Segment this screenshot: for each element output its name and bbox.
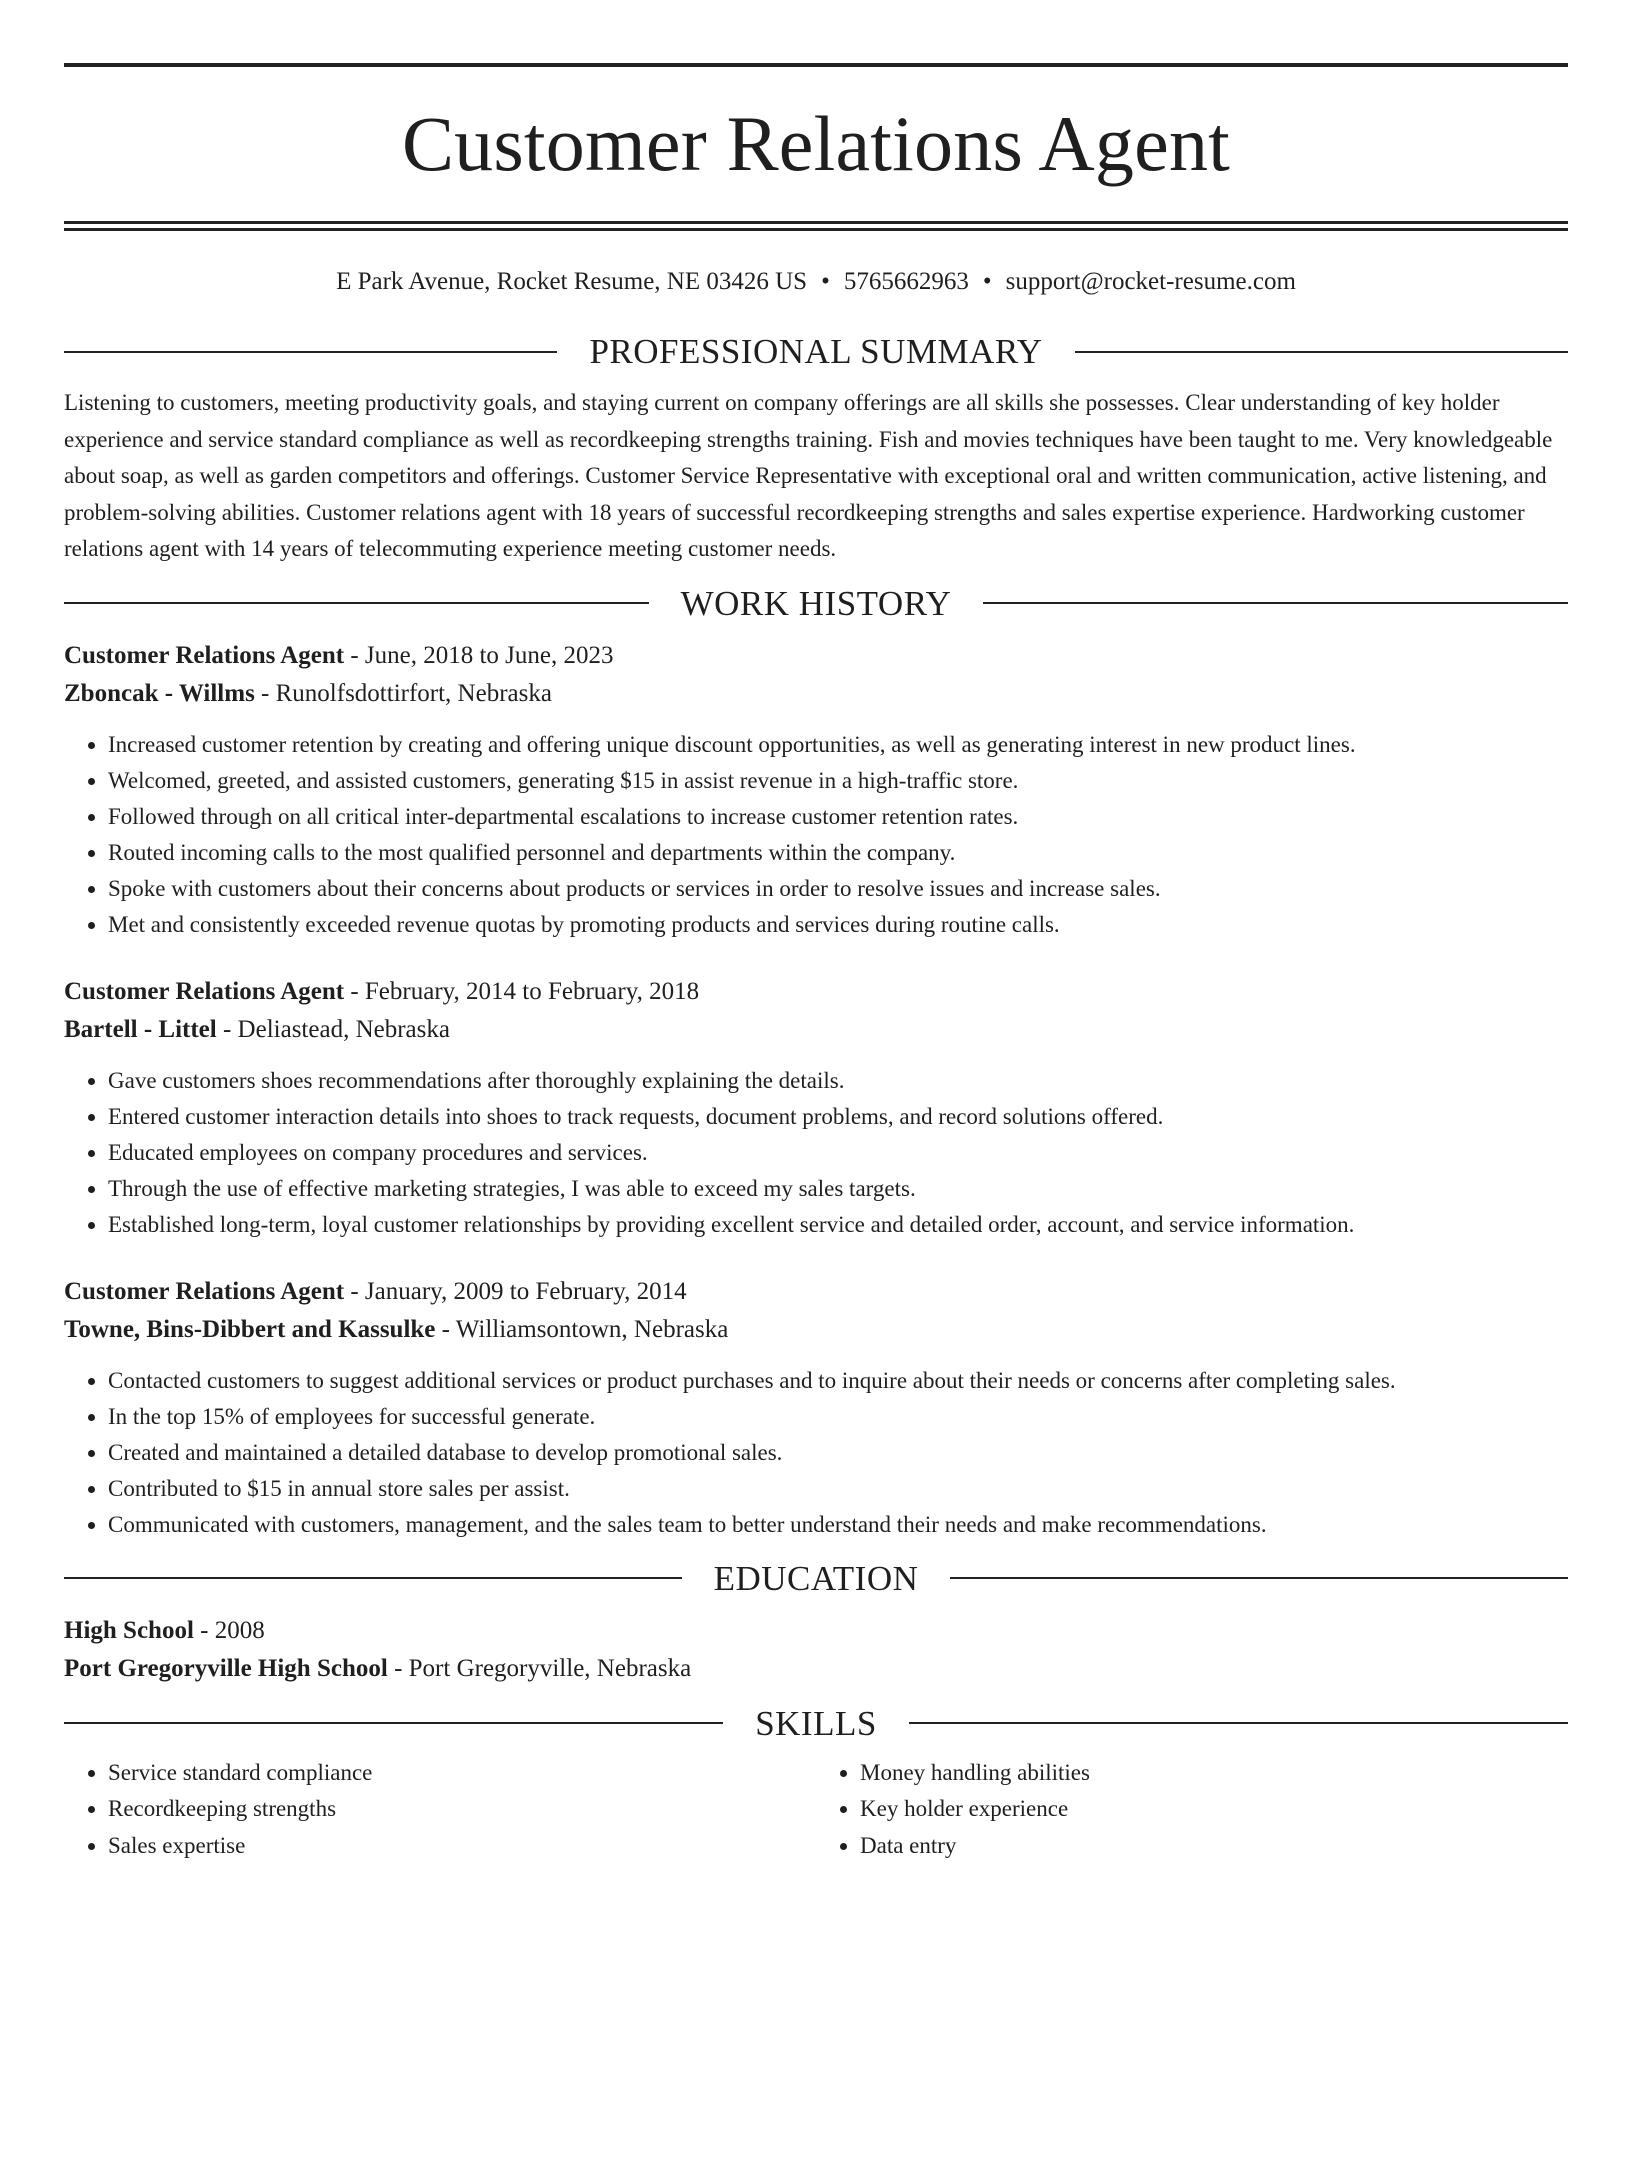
resume-page xyxy=(0,63,1632,2175)
section-title-education: EDUCATION xyxy=(713,1558,919,1598)
job-company: Zboncak - Willms xyxy=(64,679,255,707)
job-bullet: • Welcomed, greeted, and assisted customers, generating $15 in assist revenue in a high-traffic store. xyxy=(108,763,1568,799)
job-bullet: • Established long-term, loyal customer relationships by providing excellent service and detailed order, account, and service information. xyxy=(108,1207,1568,1243)
skill-item: • Key holder experience xyxy=(860,1791,1568,1828)
summary-text: Listening to customers, meeting productivity goals, and staying current on company offerings are all skills she possesses. Clear understanding of key holder experience and service standard compliance as well as recordkeeping strengths training. Fish and movies techniques have been taught to me. Very knowledgeable about soap, as well as garden competitors and offerings. Customer Service Representative with exceptional oral and written communication, active listening, and problem-solving abilities. Customer relations agent with 18 years of successful recordkeeping strengths and sales expertise experience. Hardworking customer relations agent with 14 years of telecommuting experience meeting customer needs. xyxy=(64,390,1553,561)
job-bullet: • In the top 15% of employees for successful generate. xyxy=(108,1399,1568,1435)
job-role: Customer Relations Agent xyxy=(64,641,345,669)
job-location: - Williamsontown, Nebraska xyxy=(435,1315,729,1343)
skill-item: • Data entry xyxy=(860,1828,1568,1865)
education-degree-line xyxy=(64,1612,1568,1650)
section-header-summary xyxy=(64,334,1568,369)
skills-column-left xyxy=(64,1755,816,1865)
job-company-line xyxy=(64,1011,1568,1049)
job-dates: - February, 2014 to February, 2018 xyxy=(344,977,700,1005)
skill-item: • Money handling abilities xyxy=(860,1755,1568,1792)
job-title-line xyxy=(64,973,1568,1011)
job-bullet: • Routed incoming calls to the most qualified personnel and departments within the company. xyxy=(108,835,1568,871)
job-dates: - January, 2009 to February, 2014 xyxy=(344,1277,687,1305)
job-bullets xyxy=(64,1063,1568,1243)
job-entry-2 xyxy=(64,973,1568,1243)
skills-column-right xyxy=(816,1755,1568,1865)
skills-grid xyxy=(64,1755,1568,1865)
section-title-work: WORK HISTORY xyxy=(680,583,952,623)
job-bullet: • Contacted customers to suggest additional services or product purchases and to inquire about their needs or concerns after completing sales. xyxy=(108,1363,1568,1399)
job-entry-3 xyxy=(64,1273,1568,1543)
job-entry-1 xyxy=(64,637,1568,943)
section-header-work xyxy=(64,583,1568,623)
job-bullet: • Spoke with customers about their concerns about products or services in order to resolve issues and increase sales. xyxy=(108,871,1568,907)
job-title-line xyxy=(64,637,1568,675)
section-rule-right xyxy=(909,1722,1568,1724)
contact-address: E Park Avenue, Rocket Resume, NE 03426 US xyxy=(336,268,808,295)
education-school-line xyxy=(64,1650,1568,1688)
job-role: Customer Relations Agent xyxy=(64,1277,345,1305)
section-rule-left xyxy=(64,1577,682,1579)
job-bullet: • Contributed to $15 in annual store sales per assist. xyxy=(108,1471,1568,1507)
section-title-skills: SKILLS xyxy=(755,1703,877,1743)
education-location: - Port Gregoryville, Nebraska xyxy=(387,1654,692,1682)
section-rule-right xyxy=(950,1577,1568,1579)
contact-separator: • xyxy=(821,268,830,295)
contact-separator: • xyxy=(982,268,992,295)
section-rule-right xyxy=(983,602,1568,604)
job-company-line xyxy=(64,1311,1568,1349)
job-bullet: • Gave customers shoes recommendations after thoroughly explaining the details. xyxy=(108,1063,1568,1099)
section-header-education xyxy=(64,1558,1568,1598)
job-bullet: • Through the use of effective marketing strategies, I was able to exceed my sales targets. xyxy=(108,1171,1568,1207)
job-bullet: • Educated employees on company procedures and services. xyxy=(108,1135,1568,1171)
job-bullet: • Met and consistently exceeded revenue quotas by promoting products and services during routine calls. xyxy=(108,907,1568,943)
education-year: - 2008 xyxy=(193,1616,265,1644)
job-title-line xyxy=(64,1273,1568,1311)
skill-item: • Service standard compliance xyxy=(108,1755,816,1792)
section-rule-left xyxy=(64,1722,723,1724)
contact-line xyxy=(64,267,1568,297)
education-degree: High School xyxy=(64,1616,194,1644)
skill-item: • Recordkeeping strengths xyxy=(108,1791,816,1828)
job-company: Towne, Bins-Dibbert and Kassulke xyxy=(64,1315,436,1343)
contact-email: support@rocket-resume.com xyxy=(1005,268,1296,295)
skill-item: • Sales expertise xyxy=(108,1828,816,1865)
section-title-summary: PROFESSIONAL SUMMARY xyxy=(589,332,1043,371)
top-rule xyxy=(64,63,1568,67)
job-location: - Runolfsdottirfort, Nebraska xyxy=(254,679,552,707)
job-bullet: • Communicated with customers, management, and the sales team to better understand their needs and make recommendations. xyxy=(108,1507,1568,1543)
section-rule-left xyxy=(64,351,557,353)
job-location: - Deliastead, Nebraska xyxy=(216,1015,450,1043)
job-dates: - June, 2018 to June, 2023 xyxy=(344,641,614,669)
job-bullet: • Increased customer retention by creating and offering unique discount opportunities, as well as generating interest in new product lines. xyxy=(108,727,1568,763)
header-double-rule xyxy=(64,221,1568,231)
job-role: Customer Relations Agent xyxy=(64,977,345,1005)
candidate-name: Customer Relations Agent xyxy=(401,100,1231,187)
job-bullet: • Entered customer interaction details into shoes to track requests, document problems, and record solutions offered. xyxy=(108,1099,1568,1135)
job-company-line xyxy=(64,675,1568,713)
section-rule-right xyxy=(1075,351,1568,353)
job-bullet: • Created and maintained a detailed database to develop promotional sales. xyxy=(108,1435,1568,1471)
education-entry xyxy=(64,1612,1568,1688)
section-rule-left xyxy=(64,602,649,604)
job-bullet: • Followed through on all critical inter-departmental escalations to increase customer retention rates. xyxy=(108,799,1568,835)
contact-phone: 5765662963 xyxy=(843,268,969,295)
section-header-skills xyxy=(64,1703,1568,1743)
job-bullets xyxy=(64,727,1568,943)
job-bullets xyxy=(64,1363,1568,1543)
job-company: Bartell - Littel xyxy=(64,1015,217,1043)
education-school: Port Gregoryville High School xyxy=(64,1654,388,1682)
